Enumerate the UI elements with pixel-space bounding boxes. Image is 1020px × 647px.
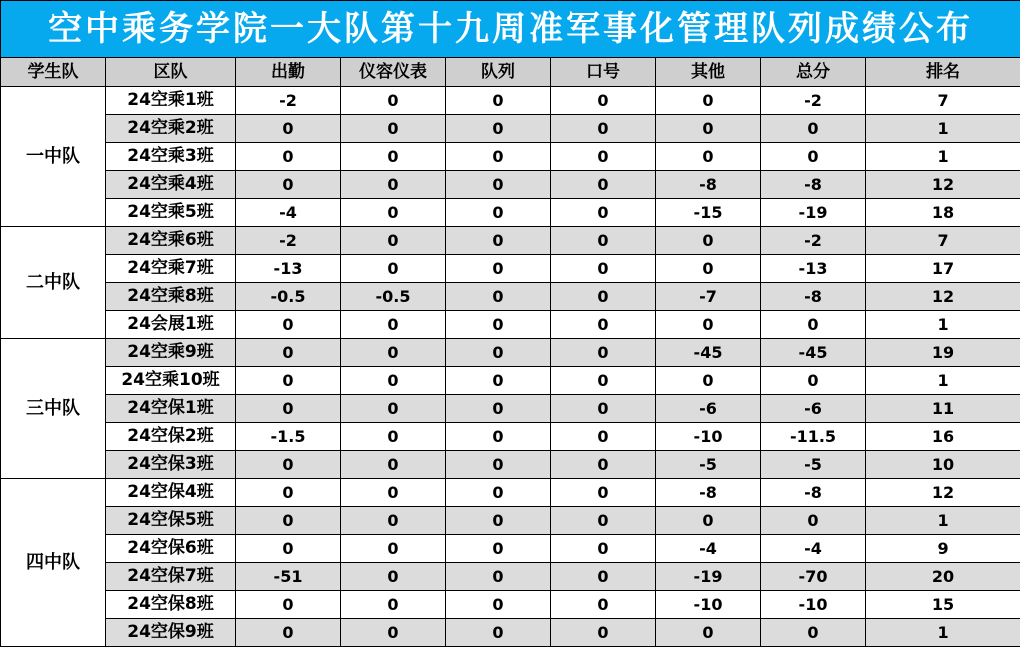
table-row bbox=[1, 563, 1020, 591]
attendance-cell: 0 bbox=[236, 311, 341, 339]
total-cell: -19 bbox=[761, 199, 866, 227]
other-cell: 0 bbox=[656, 507, 761, 535]
class-cell: 24空乘10班 bbox=[106, 367, 236, 395]
other-cell: 0 bbox=[656, 255, 761, 283]
appearance-cell: 0 bbox=[341, 619, 446, 647]
slogan-cell: 0 bbox=[551, 311, 656, 339]
class-cell: 24空乘6班 bbox=[106, 227, 236, 255]
class-cell: 24空保6班 bbox=[106, 535, 236, 563]
header-group: 学生队 bbox=[1, 58, 106, 87]
rank-cell: 1 bbox=[866, 619, 1020, 647]
slogan-cell: 0 bbox=[551, 479, 656, 507]
rank-cell: 12 bbox=[866, 171, 1020, 199]
class-cell: 24空保9班 bbox=[106, 619, 236, 647]
appearance-cell: 0 bbox=[341, 535, 446, 563]
other-cell: 0 bbox=[656, 227, 761, 255]
header-class: 区队 bbox=[106, 58, 236, 87]
other-cell: 0 bbox=[656, 115, 761, 143]
formation-cell: 0 bbox=[446, 227, 551, 255]
slogan-cell: 0 bbox=[551, 283, 656, 311]
appearance-cell: 0 bbox=[341, 311, 446, 339]
slogan-cell: 0 bbox=[551, 339, 656, 367]
formation-cell: 0 bbox=[446, 535, 551, 563]
total-cell: -45 bbox=[761, 339, 866, 367]
table-row bbox=[1, 479, 1020, 507]
other-cell: -5 bbox=[656, 451, 761, 479]
rank-cell: 12 bbox=[866, 283, 1020, 311]
total-cell: 0 bbox=[761, 507, 866, 535]
class-cell: 24空保1班 bbox=[106, 395, 236, 423]
attendance-cell: 0 bbox=[236, 171, 341, 199]
attendance-cell: 0 bbox=[236, 591, 341, 619]
other-cell: -45 bbox=[656, 339, 761, 367]
formation-cell: 0 bbox=[446, 283, 551, 311]
table-row bbox=[1, 367, 1020, 395]
appearance-cell: 0 bbox=[341, 227, 446, 255]
appearance-cell: 0 bbox=[341, 199, 446, 227]
group-name-cell: 二中队 bbox=[1, 227, 106, 339]
other-cell: -15 bbox=[656, 199, 761, 227]
slogan-cell: 0 bbox=[551, 395, 656, 423]
rank-cell: 7 bbox=[866, 87, 1020, 115]
rank-cell: 15 bbox=[866, 591, 1020, 619]
attendance-cell: 0 bbox=[236, 395, 341, 423]
class-cell: 24空乘7班 bbox=[106, 255, 236, 283]
total-cell: -70 bbox=[761, 563, 866, 591]
other-cell: -8 bbox=[656, 171, 761, 199]
rank-cell: 1 bbox=[866, 143, 1020, 171]
table-row bbox=[1, 311, 1020, 339]
header-slogan: 口号 bbox=[551, 58, 656, 87]
total-cell: 0 bbox=[761, 115, 866, 143]
slogan-cell: 0 bbox=[551, 367, 656, 395]
appearance-cell: -0.5 bbox=[341, 283, 446, 311]
attendance-cell: -1.5 bbox=[236, 423, 341, 451]
table-row bbox=[1, 87, 1020, 115]
slogan-cell: 0 bbox=[551, 227, 656, 255]
class-cell: 24空保8班 bbox=[106, 591, 236, 619]
formation-cell: 0 bbox=[446, 591, 551, 619]
class-cell: 24空保7班 bbox=[106, 563, 236, 591]
attendance-cell: -0.5 bbox=[236, 283, 341, 311]
appearance-cell: 0 bbox=[341, 171, 446, 199]
attendance-cell: -13 bbox=[236, 255, 341, 283]
table-row bbox=[1, 339, 1020, 367]
other-cell: -8 bbox=[656, 479, 761, 507]
appearance-cell: 0 bbox=[341, 591, 446, 619]
appearance-cell: 0 bbox=[341, 479, 446, 507]
attendance-cell: 0 bbox=[236, 339, 341, 367]
header-formation: 队列 bbox=[446, 58, 551, 87]
formation-cell: 0 bbox=[446, 143, 551, 171]
formation-cell: 0 bbox=[446, 171, 551, 199]
appearance-cell: 0 bbox=[341, 255, 446, 283]
rank-cell: 1 bbox=[866, 367, 1020, 395]
other-cell: 0 bbox=[656, 311, 761, 339]
group-name-cell: 三中队 bbox=[1, 339, 106, 479]
other-cell: -6 bbox=[656, 395, 761, 423]
attendance-cell: 0 bbox=[236, 619, 341, 647]
class-cell: 24空乘3班 bbox=[106, 143, 236, 171]
total-cell: -5 bbox=[761, 451, 866, 479]
total-cell: -8 bbox=[761, 171, 866, 199]
table-row bbox=[1, 283, 1020, 311]
appearance-cell: 0 bbox=[341, 339, 446, 367]
table-row bbox=[1, 199, 1020, 227]
appearance-cell: 0 bbox=[341, 87, 446, 115]
class-cell: 24空乘9班 bbox=[106, 339, 236, 367]
total-cell: -8 bbox=[761, 283, 866, 311]
class-cell: 24空保2班 bbox=[106, 423, 236, 451]
attendance-cell: -2 bbox=[236, 227, 341, 255]
header-rank: 排名 bbox=[866, 58, 1020, 87]
slogan-cell: 0 bbox=[551, 199, 656, 227]
attendance-cell: 0 bbox=[236, 367, 341, 395]
formation-cell: 0 bbox=[446, 87, 551, 115]
formation-cell: 0 bbox=[446, 339, 551, 367]
formation-cell: 0 bbox=[446, 255, 551, 283]
other-cell: -19 bbox=[656, 563, 761, 591]
slogan-cell: 0 bbox=[551, 255, 656, 283]
class-cell: 24空乘2班 bbox=[106, 115, 236, 143]
group-name-cell: 四中队 bbox=[1, 479, 106, 647]
total-cell: -6 bbox=[761, 395, 866, 423]
class-cell: 24会展1班 bbox=[106, 311, 236, 339]
formation-cell: 0 bbox=[446, 563, 551, 591]
formation-cell: 0 bbox=[446, 367, 551, 395]
attendance-cell: 0 bbox=[236, 479, 341, 507]
slogan-cell: 0 bbox=[551, 451, 656, 479]
attendance-cell: 0 bbox=[236, 451, 341, 479]
formation-cell: 0 bbox=[446, 395, 551, 423]
table-row bbox=[1, 507, 1020, 535]
attendance-cell: -2 bbox=[236, 87, 341, 115]
rank-cell: 1 bbox=[866, 115, 1020, 143]
class-cell: 24空乘5班 bbox=[106, 199, 236, 227]
slogan-cell: 0 bbox=[551, 115, 656, 143]
rank-cell: 17 bbox=[866, 255, 1020, 283]
total-cell: -11.5 bbox=[761, 423, 866, 451]
total-cell: -2 bbox=[761, 227, 866, 255]
table-row bbox=[1, 115, 1020, 143]
slogan-cell: 0 bbox=[551, 143, 656, 171]
class-cell: 24空保4班 bbox=[106, 479, 236, 507]
slogan-cell: 0 bbox=[551, 507, 656, 535]
formation-cell: 0 bbox=[446, 451, 551, 479]
table-row bbox=[1, 535, 1020, 563]
rank-cell: 20 bbox=[866, 563, 1020, 591]
rank-cell: 7 bbox=[866, 227, 1020, 255]
total-cell: -2 bbox=[761, 87, 866, 115]
total-cell: 0 bbox=[761, 311, 866, 339]
table-row bbox=[1, 619, 1020, 647]
other-cell: -4 bbox=[656, 535, 761, 563]
slogan-cell: 0 bbox=[551, 563, 656, 591]
other-cell: 0 bbox=[656, 143, 761, 171]
formation-cell: 0 bbox=[446, 311, 551, 339]
class-cell: 24空乘8班 bbox=[106, 283, 236, 311]
table-row bbox=[1, 227, 1020, 255]
rank-cell: 9 bbox=[866, 535, 1020, 563]
rank-cell: 19 bbox=[866, 339, 1020, 367]
appearance-cell: 0 bbox=[341, 423, 446, 451]
table-row bbox=[1, 143, 1020, 171]
header-appearance: 仪容仪表 bbox=[341, 58, 446, 87]
other-cell: 0 bbox=[656, 367, 761, 395]
rank-cell: 1 bbox=[866, 507, 1020, 535]
appearance-cell: 0 bbox=[341, 451, 446, 479]
attendance-cell: 0 bbox=[236, 115, 341, 143]
formation-cell: 0 bbox=[446, 507, 551, 535]
attendance-cell: 0 bbox=[236, 143, 341, 171]
attendance-cell: 0 bbox=[236, 507, 341, 535]
total-cell: -4 bbox=[761, 535, 866, 563]
rank-cell: 18 bbox=[866, 199, 1020, 227]
formation-cell: 0 bbox=[446, 619, 551, 647]
rank-cell: 12 bbox=[866, 479, 1020, 507]
formation-cell: 0 bbox=[446, 199, 551, 227]
slogan-cell: 0 bbox=[551, 87, 656, 115]
attendance-cell: -51 bbox=[236, 563, 341, 591]
formation-cell: 0 bbox=[446, 423, 551, 451]
class-cell: 24空保3班 bbox=[106, 451, 236, 479]
table-row bbox=[1, 423, 1020, 451]
other-cell: -10 bbox=[656, 423, 761, 451]
formation-cell: 0 bbox=[446, 115, 551, 143]
other-cell: 0 bbox=[656, 87, 761, 115]
appearance-cell: 0 bbox=[341, 143, 446, 171]
total-cell: 0 bbox=[761, 619, 866, 647]
appearance-cell: 0 bbox=[341, 367, 446, 395]
group-name-cell: 一中队 bbox=[1, 87, 106, 227]
header-total: 总分 bbox=[761, 58, 866, 87]
slogan-cell: 0 bbox=[551, 535, 656, 563]
slogan-cell: 0 bbox=[551, 171, 656, 199]
slogan-cell: 0 bbox=[551, 619, 656, 647]
appearance-cell: 0 bbox=[341, 115, 446, 143]
header-other: 其他 bbox=[656, 58, 761, 87]
total-cell: -10 bbox=[761, 591, 866, 619]
table-row bbox=[1, 171, 1020, 199]
rank-cell: 1 bbox=[866, 311, 1020, 339]
rank-cell: 11 bbox=[866, 395, 1020, 423]
total-cell: -8 bbox=[761, 479, 866, 507]
class-cell: 24空乘4班 bbox=[106, 171, 236, 199]
formation-cell: 0 bbox=[446, 479, 551, 507]
table-row bbox=[1, 591, 1020, 619]
total-cell: -13 bbox=[761, 255, 866, 283]
header-row bbox=[1, 58, 1020, 87]
slogan-cell: 0 bbox=[551, 423, 656, 451]
attendance-cell: 0 bbox=[236, 535, 341, 563]
table-row bbox=[1, 451, 1020, 479]
rank-cell: 16 bbox=[866, 423, 1020, 451]
class-cell: 24空乘1班 bbox=[106, 87, 236, 115]
appearance-cell: 0 bbox=[341, 563, 446, 591]
appearance-cell: 0 bbox=[341, 395, 446, 423]
other-cell: -7 bbox=[656, 283, 761, 311]
appearance-cell: 0 bbox=[341, 507, 446, 535]
other-cell: 0 bbox=[656, 619, 761, 647]
rank-cell: 10 bbox=[866, 451, 1020, 479]
other-cell: -10 bbox=[656, 591, 761, 619]
table-row bbox=[1, 255, 1020, 283]
total-cell: 0 bbox=[761, 367, 866, 395]
slogan-cell: 0 bbox=[551, 591, 656, 619]
class-cell: 24空保5班 bbox=[106, 507, 236, 535]
page-title: 空中乘务学院一大队第十九周准军事化管理队列成绩公布 bbox=[1, 1, 1020, 58]
attendance-cell: -4 bbox=[236, 199, 341, 227]
total-cell: 0 bbox=[761, 143, 866, 171]
table-row bbox=[1, 395, 1020, 423]
header-attendance: 出勤 bbox=[236, 58, 341, 87]
